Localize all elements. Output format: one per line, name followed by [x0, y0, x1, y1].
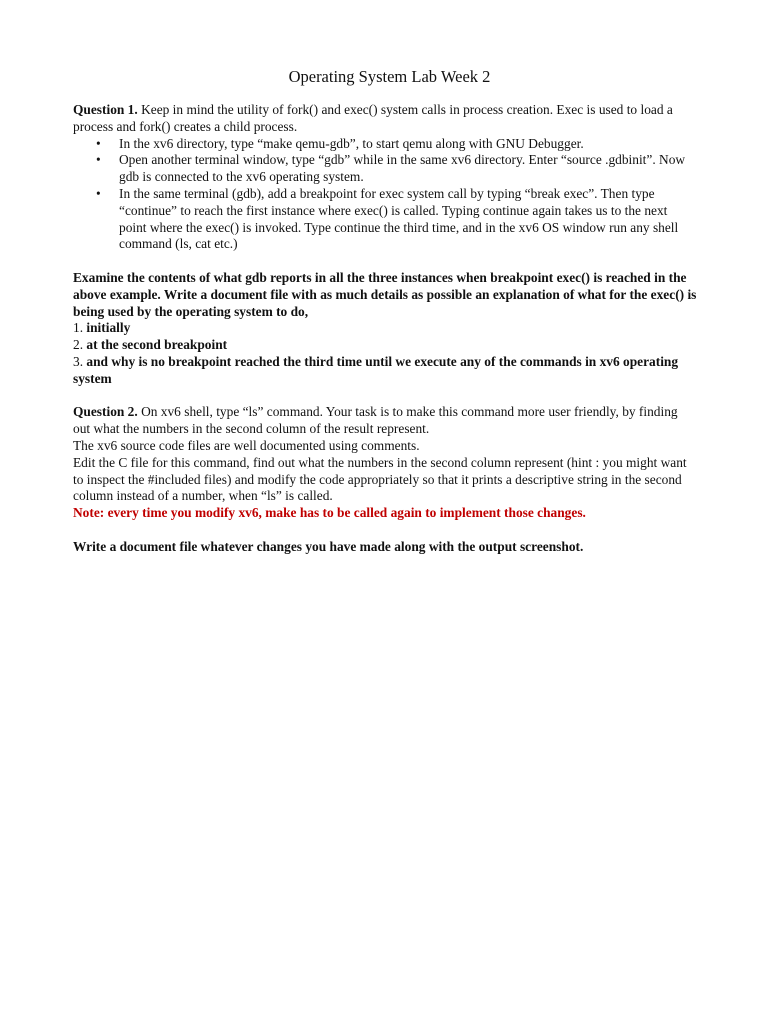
spacer: [73, 253, 698, 270]
document-title: Operating System Lab Week 2: [288, 67, 491, 86]
question2-note: Note: every time you modify xv6, make has to be called again to implement those changes.: [73, 505, 586, 521]
item-text: at the second breakpoint: [83, 337, 228, 353]
question2-intro: [73, 404, 698, 438]
spacer: [73, 388, 698, 405]
question1-label: Question 1.: [73, 102, 138, 117]
item-text: initially: [83, 320, 131, 336]
question1-intro-text: Keep in mind the utility of fork() and exec() system calls in process creation. Exec is used to load a process and fork() creates a child process.: [73, 102, 673, 134]
question1-bullet-list: [73, 136, 698, 254]
question1-task: Examine the contents of what gdb reports in all the three instances when breakpoint exec() is reached in the above example. Write a document file with as much details as possible an explanation of what for the exec() is being used by the operating system to do,: [73, 269, 697, 319]
bullet-item: • Open another terminal window, type “gdb” while in the same xv6 directory. Enter “source .gdbinit”. Now gdb is connected to the xv6 operating system.: [73, 152, 698, 186]
item-text: and why is no breakpoint reached the third time until we execute any of the commands in xv6 operating system: [73, 353, 679, 386]
bullet-item: • In the xv6 directory, type “make qemu-gdb”, to start qemu along with GNU Debugger.: [73, 136, 698, 153]
numbered-item: [73, 337, 698, 354]
question1-intro: [73, 102, 698, 136]
question2-line: The xv6 source code files are well documented using comments.: [73, 437, 420, 453]
question2-line: Edit the C file for this command, find out what the numbers in the second column represent (hint : you might want to inspect the #included files) and modify the code appropriately so that it prints a descriptive string in the second column instead of a number, when “ls” is called.: [73, 454, 687, 504]
spacer: [73, 522, 698, 539]
document-page: [73, 66, 698, 556]
item-number: 3.: [73, 353, 84, 369]
bullet-item: • In the same terminal (gdb), add a breakpoint for exec system call by typing “break exec”. Then type “continue” to reach the first instance where exec() is called. Typing continue again takes us to the next point where the exec() is invoked. Type continue the third time, and in the xv6 OS window run any shell command (ls, cat etc.): [73, 186, 698, 253]
question2-label: Question 2.: [73, 404, 138, 420]
numbered-item: [73, 320, 698, 337]
numbered-item: [73, 354, 698, 388]
item-number: 2.: [73, 337, 84, 353]
question2-intro-text: On xv6 shell, type “ls” command. Your task is to make this command more user friendly, by finding out what the numbers in the second column of the result represent.: [73, 404, 678, 437]
question2-final: Write a document file whatever changes you have made along with the output screenshot.: [73, 538, 584, 554]
item-number: 1.: [73, 320, 84, 336]
